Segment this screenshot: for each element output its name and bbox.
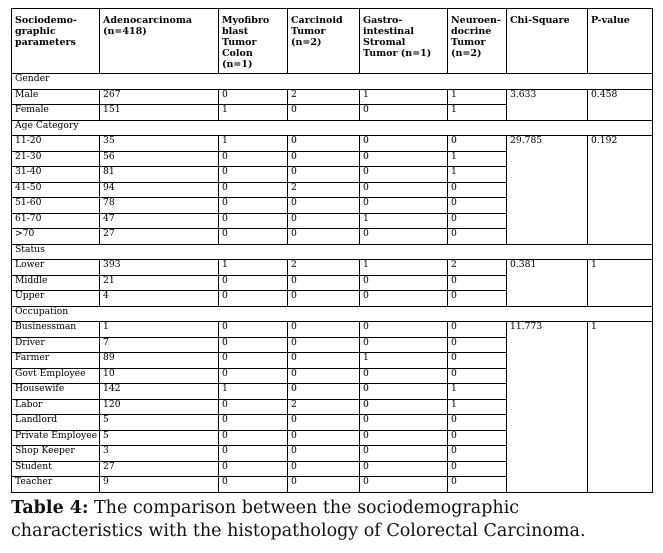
row-label: 41-50 [12, 182, 100, 198]
cell-value: 0 [219, 461, 288, 477]
cell-value: 0 [360, 182, 448, 198]
table-body [12, 74, 653, 493]
cell-value: 0 [448, 182, 507, 198]
cell-value: 0 [360, 477, 448, 493]
chi-square-value: 11.773 [507, 322, 588, 493]
table-caption [11, 497, 656, 543]
column-header-line: Tumor (n=1) [363, 48, 432, 59]
cell-value: 0 [219, 415, 288, 431]
cell-value: 1 [448, 384, 507, 400]
cell-value: 142 [100, 384, 219, 400]
column-header-line: Sociodemo- [15, 15, 77, 26]
cell-value: 1 [360, 89, 448, 105]
cell-value: 0 [448, 291, 507, 307]
sociodemographic-table [11, 8, 653, 493]
p-value: 0.192 [588, 136, 653, 245]
section-header-row [12, 74, 653, 90]
column-header-line: docrine [451, 26, 492, 37]
column-header [448, 9, 507, 74]
cell-value: 0 [288, 384, 360, 400]
cell-value: 56 [100, 151, 219, 167]
column-header-line: blast [222, 26, 249, 37]
cell-value: 267 [100, 89, 219, 105]
cell-value: 1 [448, 89, 507, 105]
cell-value: 9 [100, 477, 219, 493]
cell-value: 0 [448, 368, 507, 384]
row-label: Landlord [12, 415, 100, 431]
cell-value: 0 [360, 430, 448, 446]
cell-value: 393 [100, 260, 219, 276]
column-header [100, 9, 219, 74]
section-title: Occupation [12, 306, 653, 322]
column-header-line: (n=2) [451, 48, 482, 59]
cell-value: 1 [219, 260, 288, 276]
column-header-line: Tumor [451, 37, 486, 48]
cell-value: 0 [288, 229, 360, 245]
cell-value: 0 [448, 275, 507, 291]
cell-value: 0 [360, 461, 448, 477]
cell-value: 0 [288, 446, 360, 462]
cell-value: 2 [448, 260, 507, 276]
cell-value: 0 [448, 229, 507, 245]
cell-value: 0 [360, 151, 448, 167]
column-header-line: Carcinoid [291, 15, 343, 26]
cell-value: 0 [288, 275, 360, 291]
p-value: 0.458 [588, 89, 653, 120]
cell-value: 0 [288, 461, 360, 477]
cell-value: 0 [360, 136, 448, 152]
section-title: Status [12, 244, 653, 260]
cell-value: 2 [288, 260, 360, 276]
cell-value: 21 [100, 275, 219, 291]
cell-value: 0 [360, 322, 448, 338]
p-value: 1 [588, 260, 653, 307]
cell-value: 0 [219, 353, 288, 369]
column-header-line: Gastro- [363, 15, 403, 26]
table-row [12, 260, 653, 276]
section-header-row [12, 244, 653, 260]
column-header-line: Stromal [363, 37, 406, 48]
cell-value: 0 [288, 167, 360, 183]
row-label: Student [12, 461, 100, 477]
table-row [12, 322, 653, 338]
cell-value: 0 [448, 213, 507, 229]
cell-value: 89 [100, 353, 219, 369]
cell-value: 94 [100, 182, 219, 198]
column-header [588, 9, 653, 74]
cell-value: 2 [288, 399, 360, 415]
cell-value: 0 [360, 368, 448, 384]
caption-label: Table 4: [11, 498, 89, 518]
cell-value: 0 [448, 322, 507, 338]
row-label: Middle [12, 275, 100, 291]
cell-value: 0 [448, 136, 507, 152]
column-header-line: Colon [222, 48, 253, 59]
cell-value: 0 [448, 353, 507, 369]
cell-value: 1 [219, 384, 288, 400]
caption-text: The comparison between the sociodemographic characteristics with the histopathology of Colorectal Carcinoma. [11, 498, 586, 541]
row-label: Shop Keeper [12, 446, 100, 462]
section-title: Age Category [12, 120, 653, 136]
cell-value: 0 [288, 105, 360, 121]
cell-value: 0 [219, 182, 288, 198]
cell-value: 0 [288, 136, 360, 152]
cell-value: 0 [448, 446, 507, 462]
cell-value: 0 [219, 446, 288, 462]
cell-value: 0 [448, 461, 507, 477]
p-value: 1 [588, 322, 653, 493]
column-header-line: (n=2) [291, 37, 322, 48]
cell-value: 0 [360, 105, 448, 121]
section-title: Gender [12, 74, 653, 90]
column-header [288, 9, 360, 74]
cell-value: 0 [219, 213, 288, 229]
row-label: Female [12, 105, 100, 121]
cell-value: 0 [219, 167, 288, 183]
section-header-row [12, 306, 653, 322]
cell-value: 27 [100, 229, 219, 245]
cell-value: 0 [360, 275, 448, 291]
cell-value: 0 [288, 198, 360, 214]
row-label: Labor [12, 399, 100, 415]
cell-value: 120 [100, 399, 219, 415]
row-label: 31-40 [12, 167, 100, 183]
cell-value: 1 [448, 167, 507, 183]
cell-value: 0 [219, 198, 288, 214]
row-label: Lower [12, 260, 100, 276]
row-label: Private Employee [12, 430, 100, 446]
cell-value: 1 [448, 151, 507, 167]
cell-value: 0 [288, 291, 360, 307]
cell-value: 0 [288, 415, 360, 431]
column-header [219, 9, 288, 74]
chi-square-value: 0.381 [507, 260, 588, 307]
cell-value: 1 [448, 399, 507, 415]
cell-value: 0 [448, 198, 507, 214]
column-header-line: Tumor [222, 37, 257, 48]
cell-value: 0 [288, 151, 360, 167]
cell-value: 1 [219, 136, 288, 152]
cell-value: 27 [100, 461, 219, 477]
column-header [360, 9, 448, 74]
row-label: Upper [12, 291, 100, 307]
cell-value: 47 [100, 213, 219, 229]
row-label: Teacher [12, 477, 100, 493]
column-header-line: Neuroen- [451, 15, 501, 26]
cell-value: 0 [219, 430, 288, 446]
cell-value: 35 [100, 136, 219, 152]
cell-value: 0 [360, 415, 448, 431]
cell-value: 0 [219, 477, 288, 493]
column-header [507, 9, 588, 74]
chi-square-value: 29.785 [507, 136, 588, 245]
column-header-line: graphic [15, 26, 56, 37]
cell-value: 0 [448, 430, 507, 446]
cell-value: 0 [288, 213, 360, 229]
cell-value: 10 [100, 368, 219, 384]
cell-value: 0 [288, 337, 360, 353]
table-container [11, 8, 652, 493]
cell-value: 1 [448, 105, 507, 121]
cell-value: 0 [288, 430, 360, 446]
column-header-line: Tumor [291, 26, 326, 37]
cell-value: 0 [219, 337, 288, 353]
cell-value: 3 [100, 446, 219, 462]
column-header [12, 9, 100, 74]
cell-value: 0 [360, 229, 448, 245]
cell-value: 1 [100, 322, 219, 338]
table-header-row [12, 9, 653, 74]
cell-value: 78 [100, 198, 219, 214]
column-header-line: intestinal [363, 26, 414, 37]
chi-square-value: 3.633 [507, 89, 588, 120]
row-label: 61-70 [12, 213, 100, 229]
row-label: >70 [12, 229, 100, 245]
row-label: Housewife [12, 384, 100, 400]
cell-value: 0 [360, 399, 448, 415]
cell-value: 0 [288, 368, 360, 384]
row-label: Farmer [12, 353, 100, 369]
table-row [12, 89, 653, 105]
cell-value: 151 [100, 105, 219, 121]
cell-value: 0 [219, 275, 288, 291]
column-header-line: (n=418) [103, 26, 147, 37]
column-header-line: Chi-Square [510, 15, 570, 26]
row-label: Businessman [12, 322, 100, 338]
cell-value: 2 [288, 182, 360, 198]
cell-value: 1 [360, 353, 448, 369]
cell-value: 0 [448, 415, 507, 431]
cell-value: 0 [448, 477, 507, 493]
cell-value: 0 [360, 291, 448, 307]
cell-value: 0 [219, 151, 288, 167]
cell-value: 7 [100, 337, 219, 353]
section-header-row [12, 120, 653, 136]
row-label: Govt Employee [12, 368, 100, 384]
row-label: 21-30 [12, 151, 100, 167]
cell-value: 0 [448, 337, 507, 353]
column-header-line: P-value [591, 15, 630, 26]
cell-value: 0 [360, 337, 448, 353]
cell-value: 0 [288, 322, 360, 338]
row-label: 11-20 [12, 136, 100, 152]
cell-value: 1 [360, 260, 448, 276]
column-header-line: Myofibro [222, 15, 270, 26]
row-label: Driver [12, 337, 100, 353]
cell-value: 81 [100, 167, 219, 183]
column-header-line: parameters [15, 37, 76, 48]
row-label: Male [12, 89, 100, 105]
cell-value: 1 [219, 105, 288, 121]
cell-value: 0 [288, 477, 360, 493]
cell-value: 0 [360, 446, 448, 462]
cell-value: 4 [100, 291, 219, 307]
table-row [12, 136, 653, 152]
column-header-line: Adenocarcinoma [103, 15, 193, 26]
cell-value: 0 [360, 167, 448, 183]
cell-value: 0 [219, 291, 288, 307]
cell-value: 0 [219, 229, 288, 245]
cell-value: 0 [360, 384, 448, 400]
column-header-line: (n=1) [222, 59, 253, 70]
cell-value: 0 [360, 198, 448, 214]
cell-value: 0 [219, 399, 288, 415]
cell-value: 2 [288, 89, 360, 105]
cell-value: 0 [288, 353, 360, 369]
cell-value: 5 [100, 415, 219, 431]
row-label: 51-60 [12, 198, 100, 214]
cell-value: 1 [360, 213, 448, 229]
cell-value: 5 [100, 430, 219, 446]
cell-value: 0 [219, 322, 288, 338]
cell-value: 0 [219, 89, 288, 105]
cell-value: 0 [219, 368, 288, 384]
